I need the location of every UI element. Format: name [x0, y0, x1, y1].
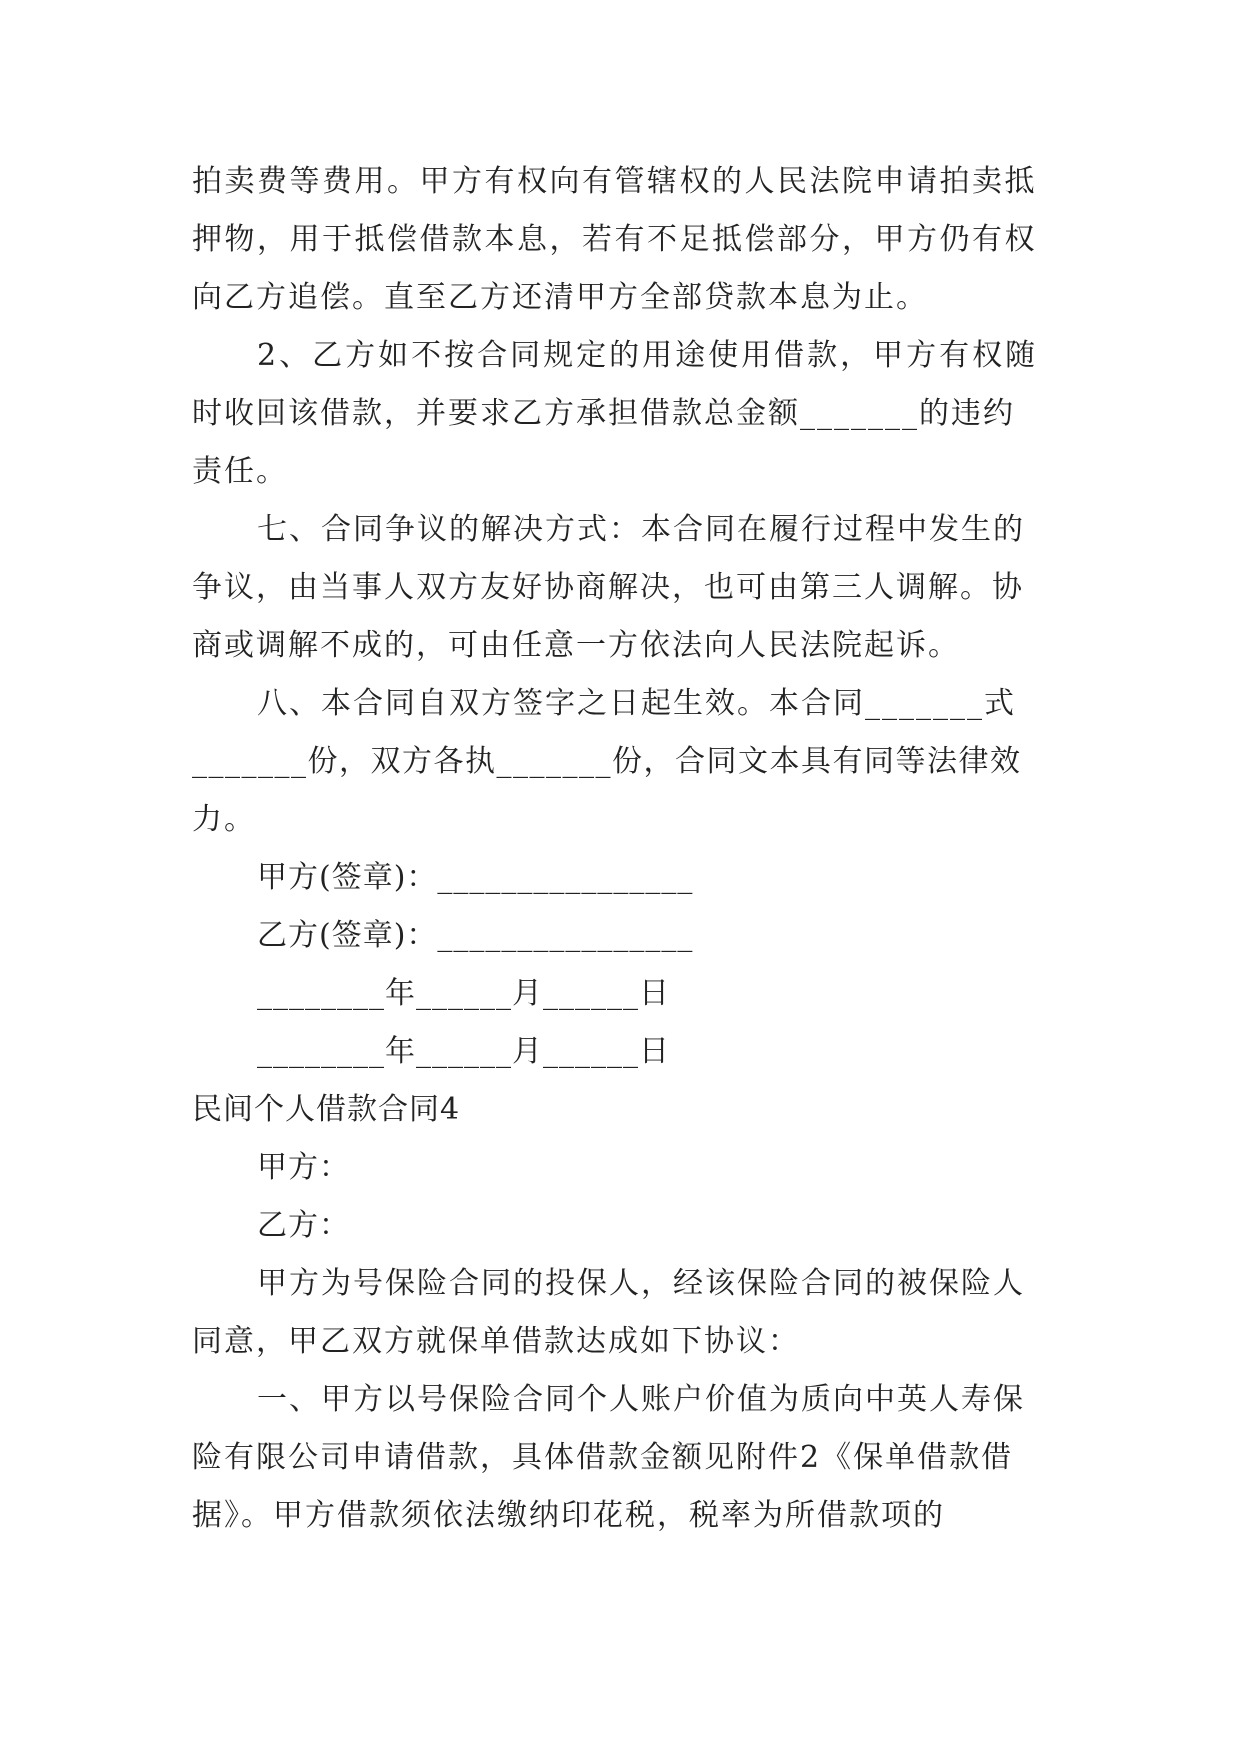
- text-line: 押物，用于抵偿借款本息，若有不足抵偿部分，甲方仍有权: [192, 222, 1037, 257]
- paragraph-line: [0, 1487, 1241, 1545]
- paragraph-line: [0, 269, 1241, 327]
- paragraph-line: [0, 327, 1241, 385]
- paragraph-line: [0, 443, 1241, 501]
- signature-line-party-b: [0, 907, 1241, 965]
- text-line: 时收回该借款，并要求乙方承担借款总金额_______的违约: [192, 396, 1015, 431]
- paragraph-line: [0, 501, 1241, 559]
- party-a-line: [0, 1139, 1241, 1197]
- signature-line-party-a: [0, 849, 1241, 907]
- text-line: 责任。: [192, 454, 288, 489]
- text-line: ________年______月______日: [257, 976, 670, 1011]
- paragraph-line: [0, 675, 1241, 733]
- party-b-line: [0, 1197, 1241, 1255]
- text-line: 乙方：: [257, 1208, 350, 1243]
- text-line: 乙方(签章)：________________: [257, 918, 694, 953]
- text-line: 甲方(签章)：________________: [257, 860, 694, 895]
- paragraph-line: [0, 211, 1241, 269]
- text-line: 八、本合同自双方签字之日起生效。本合同_______式: [257, 686, 1016, 721]
- paragraph-line: [0, 1429, 1241, 1487]
- text-line: 商或调解不成的，可由任意一方依法向人民法院起诉。: [192, 628, 960, 663]
- section-title: [0, 1081, 1241, 1139]
- paragraph-line: [0, 1313, 1241, 1371]
- date-line: [0, 1023, 1241, 1081]
- text-line: 一、甲方以号保险合同个人账户价值为质向中英人寿保: [257, 1382, 1025, 1417]
- text-line: 2、乙方如不按合同规定的用途使用借款，甲方有权随: [257, 338, 1039, 373]
- paragraph-line: [0, 153, 1241, 211]
- paragraph-line: [0, 1371, 1241, 1429]
- paragraph-line: [0, 385, 1241, 443]
- date-line: [0, 965, 1241, 1023]
- text-line: 据》。甲方借款须依法缴纳印花税，税率为所借款项的: [192, 1498, 945, 1533]
- text-line: ________年______月______日: [257, 1034, 670, 1069]
- text-line: 力。: [192, 802, 256, 837]
- paragraph-line: [0, 559, 1241, 617]
- paragraph-line: [0, 791, 1241, 849]
- paragraph-line: [0, 617, 1241, 675]
- text-line: 拍卖费等费用。甲方有权向有管辖权的人民法院申请拍卖抵: [192, 164, 1037, 199]
- text-line: 同意，甲乙双方就保单借款达成如下协议：: [192, 1324, 800, 1359]
- paragraph-line: [0, 733, 1241, 791]
- paragraph-line: [0, 1255, 1241, 1313]
- text-line: 民间个人借款合同4: [192, 1092, 461, 1127]
- text-line: 甲方：: [257, 1150, 350, 1185]
- text-line: 向乙方追偿。直至乙方还清甲方全部贷款本息为止。: [192, 280, 928, 315]
- text-line: 七、合同争议的解决方式：本合同在履行过程中发生的: [257, 512, 1025, 547]
- text-line: 险有限公司申请借款，具体借款金额见附件2《保单借款借: [192, 1440, 1014, 1475]
- text-line: _______份，双方各执_______份，合同文本具有同等法律效: [192, 744, 1022, 779]
- text-line: 甲方为号保险合同的投保人，经该保险合同的被保险人: [257, 1266, 1025, 1301]
- text-line: 争议，由当事人双方友好协商解决，也可由第三人调解。协: [192, 570, 1024, 605]
